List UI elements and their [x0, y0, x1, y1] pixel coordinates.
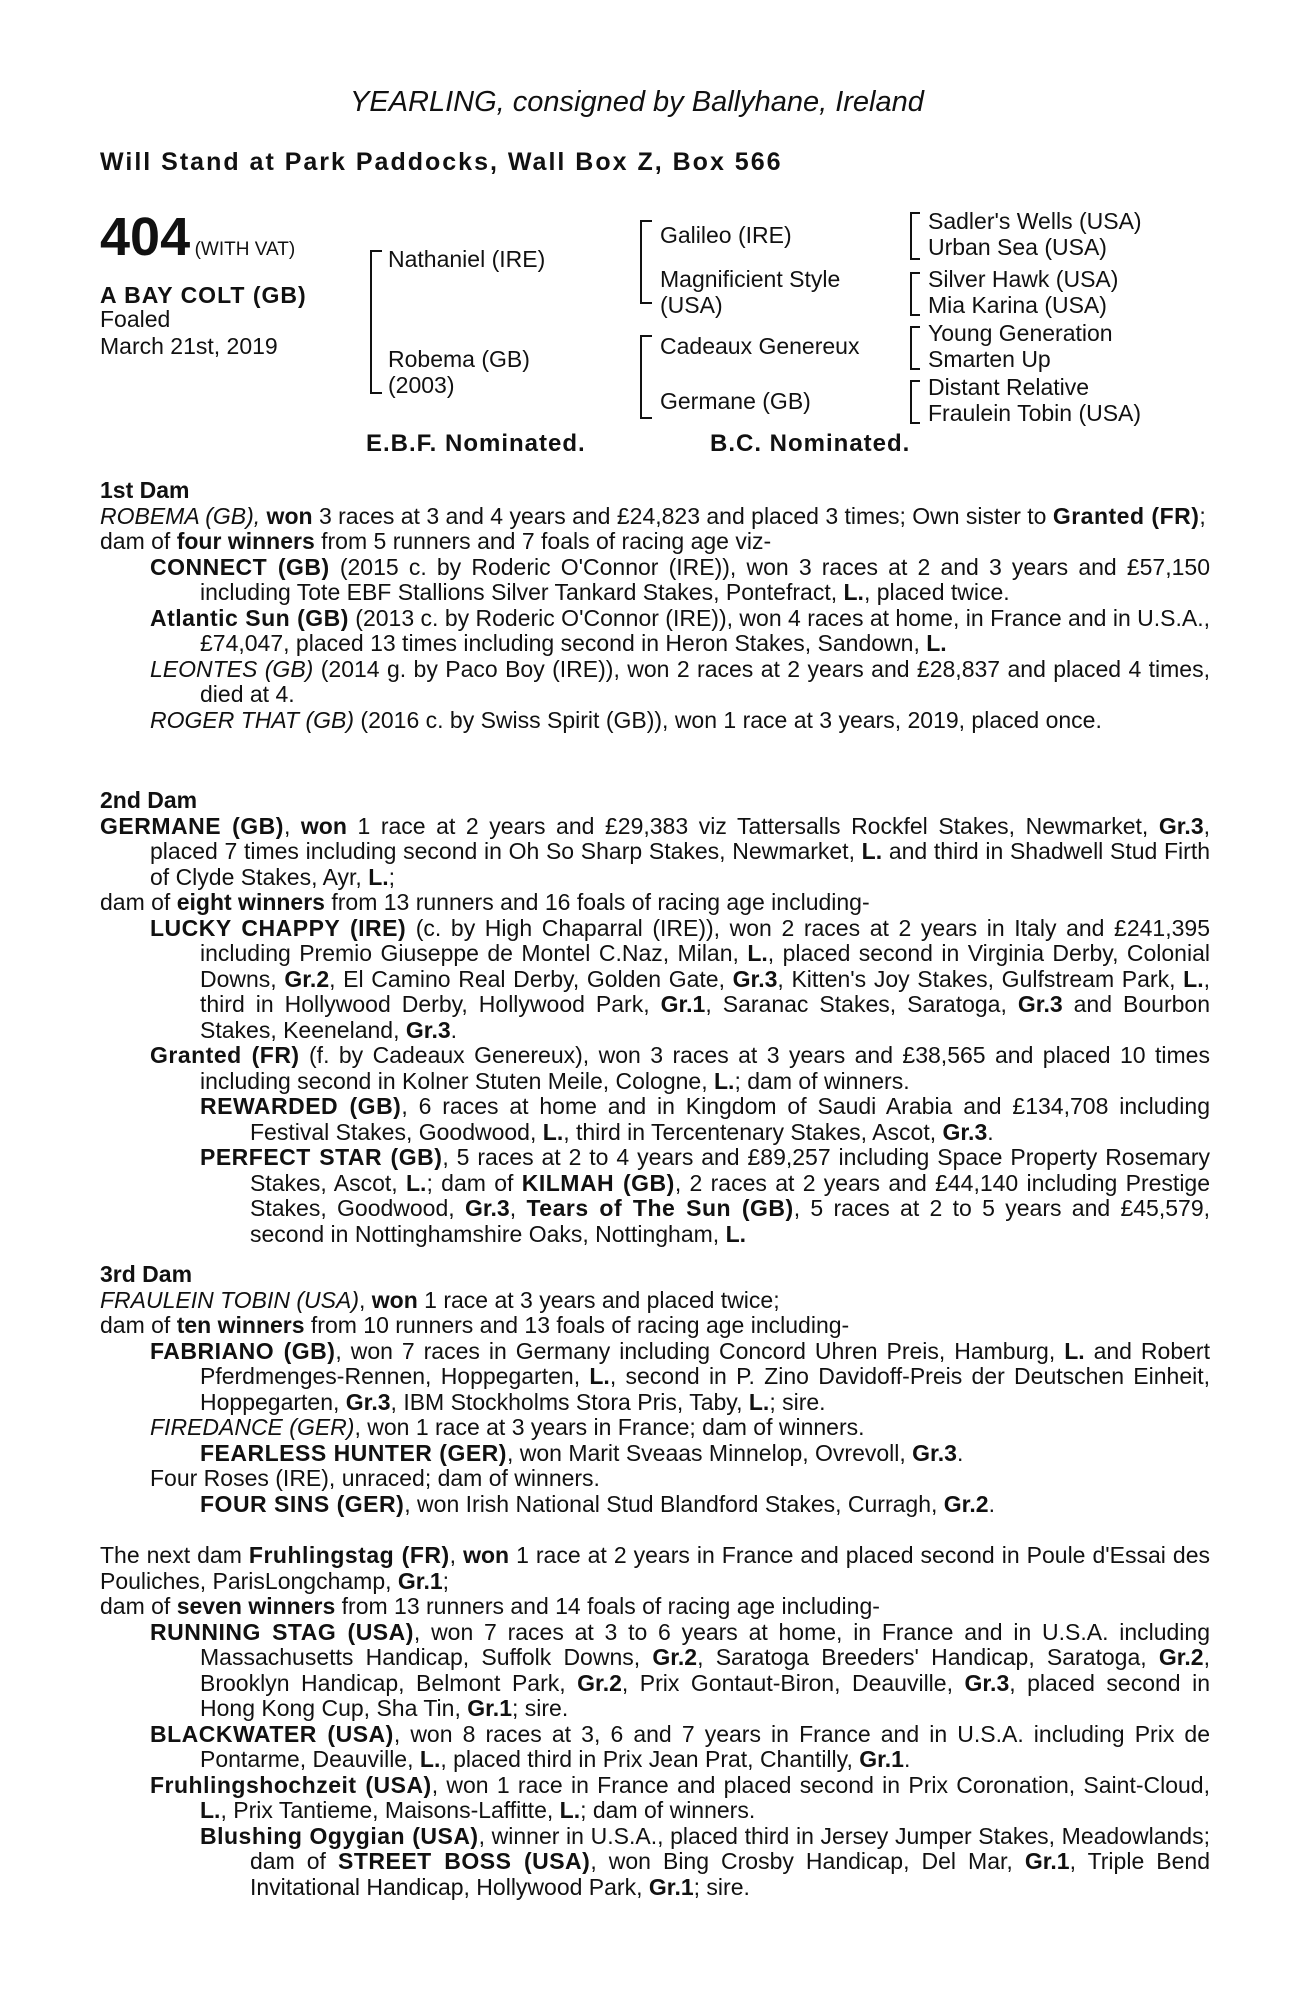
pedigree-brace-3b	[910, 272, 920, 316]
sire-name: Nathaniel (IRE)	[388, 246, 546, 272]
produce-entry: BLACKWATER (USA), won 8 races at 3, 6 and 7 years in France and in U.S.A. including Prix de Pontarme, Deauville, L., placed third in Prix Jean Prat, Chantilly, Gr.1.	[150, 1720, 1211, 1772]
dam-record: The next dam Fruhlingstag (FR), won 1 race at 2 years in France and placed second in Poule d'Essai des Pouliches, ParisLongchamp, Gr.1;	[100, 1542, 1211, 1594]
lot-title: A BAY COLT (GB)	[100, 282, 307, 308]
sire-dam-line2: (USA)	[660, 292, 723, 318]
dss: Young Generation	[928, 320, 1113, 346]
sds: Silver Hawk (USA)	[928, 266, 1119, 292]
pedigree-brace-3d	[910, 380, 920, 424]
section-heading: 3rd Dam	[100, 1261, 193, 1287]
produce-entry: FABRIANO (GB), won 7 races in Germany including Concord Uhren Preis, Hamburg, L. and Robert Pferdmenges-Rennen, Hoppegarten, L., second in P. Zino Davidoff-Preis der Deutschen Einheit, Hoppegarten, Gr.3, IBM Stockholms Stora Pris, Taby, L.; sire.	[150, 1337, 1210, 1415]
second-dam-section	[100, 788, 1210, 1247]
produce-entry-sub: PERFECT STAR (GB), 5 races at 2 to 4 years and £89,257 including Space Property Rosemary Stakes, Ascot, L.; dam of KILMAH (GB), 2 races at 2 years and £44,140 including Prestige Stakes, Goodwood, Gr.3, Tears of The Sun (GB), 5 races at 2 to 5 years and £45,579, second in Nottinghamshire Oaks, Nottingham, L.	[200, 1144, 1211, 1247]
consignment-line: YEARLING, consigned by Ballyhane, Ireland	[350, 86, 924, 118]
ddd: Fraulein Tobin (USA)	[928, 400, 1142, 426]
pedigree-brace-1	[370, 250, 382, 394]
produce-entry: Atlantic Sun (GB) (2013 c. by Roderic O'Connor (IRE)), won 4 races at home, in France and in U.S.A., £74,047, placed 13 times including second in Heron Stakes, Sandown, L.	[150, 604, 1210, 656]
sire-dam-line1: Magnificient Style	[660, 266, 841, 292]
section-heading: 1st Dam	[100, 477, 190, 503]
dds: Distant Relative	[928, 374, 1090, 400]
bc-nominated: B.C. Nominated.	[710, 430, 911, 457]
sdd: Mia Karina (USA)	[928, 292, 1107, 318]
pedigree-brace-2b	[640, 335, 652, 419]
dam-record: FRAULEIN TOBIN (USA), won 1 race at 3 years and placed twice;	[100, 1286, 780, 1313]
dam-name: Robema (GB)	[388, 346, 530, 372]
produce-entry: Granted (FR) (f. by Cadeaux Genereux), won 3 races at 3 years and £38,565 and placed 10 times including second in Kolner Stuten Meile, Cologne, L.; dam of winners.	[150, 1042, 1210, 1094]
pedigree-brace-2a	[640, 220, 652, 304]
foaled-date: March 21st, 2019	[100, 333, 278, 359]
dam-record: ROBEMA (GB), won 3 races at 3 and 4 years and £24,823 and placed 3 times; Own sister to Granted (FR);	[100, 502, 1206, 529]
produce-summary: dam of seven winners from 13 runners and 14 foals of racing age including-	[100, 1593, 880, 1619]
produce-entry-sub: REWARDED (GB), 6 races at home and in Kingdom of Saudi Arabia and £134,708 including Festival Stakes, Goodwood, L., third in Tercentenary Stakes, Ascot, Gr.3.	[200, 1093, 1211, 1145]
produce-summary: dam of eight winners from 13 runners and 16 foals of racing age including-	[100, 889, 870, 915]
sss: Sadler's Wells (USA)	[928, 208, 1142, 234]
pedigree-brace-3c	[910, 326, 920, 370]
stand-location: Will Stand at Park Paddocks, Wall Box Z, Box 566	[100, 148, 783, 176]
pedigree-brace-3a	[910, 212, 920, 260]
produce-entry: ROGER THAT (GB) (2016 c. by Swiss Spirit (GB)), won 1 race at 3 years, 2019, placed once.	[150, 706, 1102, 733]
lot-number-row	[100, 207, 296, 267]
section-heading: 2nd Dam	[100, 787, 198, 813]
produce-summary: dam of four winners from 5 runners and 7 foals of racing age viz-	[100, 528, 772, 554]
produce-entry-sub: Blushing Ogygian (USA), winner in U.S.A., placed third in Jersey Jumper Stakes, Meadowlands; dam of STREET BOSS (USA), won Bing Crosby Handicap, Del Mar, Gr.1, Triple Bend Invitational Handicap, Hollywood Park, Gr.1; sire.	[200, 1822, 1210, 1900]
produce-summary: dam of ten winners from 10 runners and 13 foals of racing age including-	[100, 1312, 850, 1338]
ssd: Urban Sea (USA)	[928, 234, 1107, 260]
dam-record: GERMANE (GB), won 1 race at 2 years and £29,383 viz Tattersalls Rockfel Stakes, Newmarket, Gr.3, placed 7 times including second in Oh So Sharp Stakes, Newmarket, L. and third in Shadwell Stud Firth of Clyde Stakes, Ayr, L.;	[100, 812, 1211, 890]
third-dam-section	[100, 1262, 1210, 1517]
produce-entry: RUNNING STAG (USA), won 7 races at 3 to 6 years at home, in France and in U.S.A. including Massachusetts Handicap, Suffolk Downs, Gr.2, Saratoga Breeders' Handicap, Saratoga, Gr.2, Brooklyn Handicap, Belmont Park, Gr.2, Prix Gontaut-Biron, Deauville, Gr.3, placed second in Hong Kong Cup, Sha Tin, Gr.1; sire.	[150, 1618, 1211, 1721]
dsd: Smarten Up	[928, 346, 1051, 372]
dam-year: (2003)	[388, 372, 455, 398]
produce-entry: Fruhlingshochzeit (USA), won 1 race in France and placed second in Prix Coronation, Saint-Cloud, L., Prix Tantieme, Maisons-Laffitte, L.; dam of winners.	[150, 1771, 1210, 1823]
produce-entry: LUCKY CHAPPY (IRE) (c. by High Chaparral (IRE)), won 2 races at 2 years in Italy and £241,395 including Premio Giuseppe de Montel C.Naz, Milan, L., placed second in Virginia Derby, Colonial Downs, Gr.2, El Camino Real Derby, Golden Gate, Gr.3, Kitten's Joy Stakes, Gulfstream Park, L., third in Hollywood Derby, Hollywood Park, Gr.1, Saranac Stakes, Saratoga, Gr.3 and Bourbon Stakes, Keeneland, Gr.3.	[150, 914, 1210, 1043]
dam-dam: Germane (GB)	[660, 388, 811, 414]
dam-sire: Cadeaux Genereux	[660, 333, 860, 359]
produce-entry: Four Roses (IRE), unraced; dam of winners.	[150, 1465, 600, 1491]
next-dam-section	[100, 1543, 1210, 1900]
vat-label: (WITH VAT)	[194, 239, 296, 260]
produce-entry: CONNECT (GB) (2015 c. by Roderic O'Connor (IRE)), won 3 races at 2 and 3 years and £57,150 including Tote EBF Stallions Silver Tankard Stakes, Pontefract, L., placed twice.	[150, 553, 1210, 605]
first-dam-section	[100, 478, 1210, 733]
produce-entry: FIREDANCE (GER), won 1 race at 3 years in France; dam of winners.	[150, 1414, 865, 1440]
foaled-label: Foaled	[100, 306, 171, 332]
ebf-nominated: E.B.F. Nominated.	[366, 430, 586, 457]
produce-entry: LEONTES (GB) (2014 g. by Paco Boy (IRE)), won 2 races at 2 years and £28,837 and placed 4 times, died at 4.	[150, 655, 1210, 707]
lot-number: 404	[100, 207, 191, 267]
produce-entry-sub: FEARLESS HUNTER (GER), won Marit Sveaas Minnelop, Ovrevoll, Gr.3.	[200, 1439, 964, 1466]
produce-entry-sub: FOUR SINS (GER), won Irish National Stud Blandford Stakes, Curragh, Gr.2.	[200, 1490, 995, 1517]
sire-sire: Galileo (IRE)	[660, 222, 792, 248]
